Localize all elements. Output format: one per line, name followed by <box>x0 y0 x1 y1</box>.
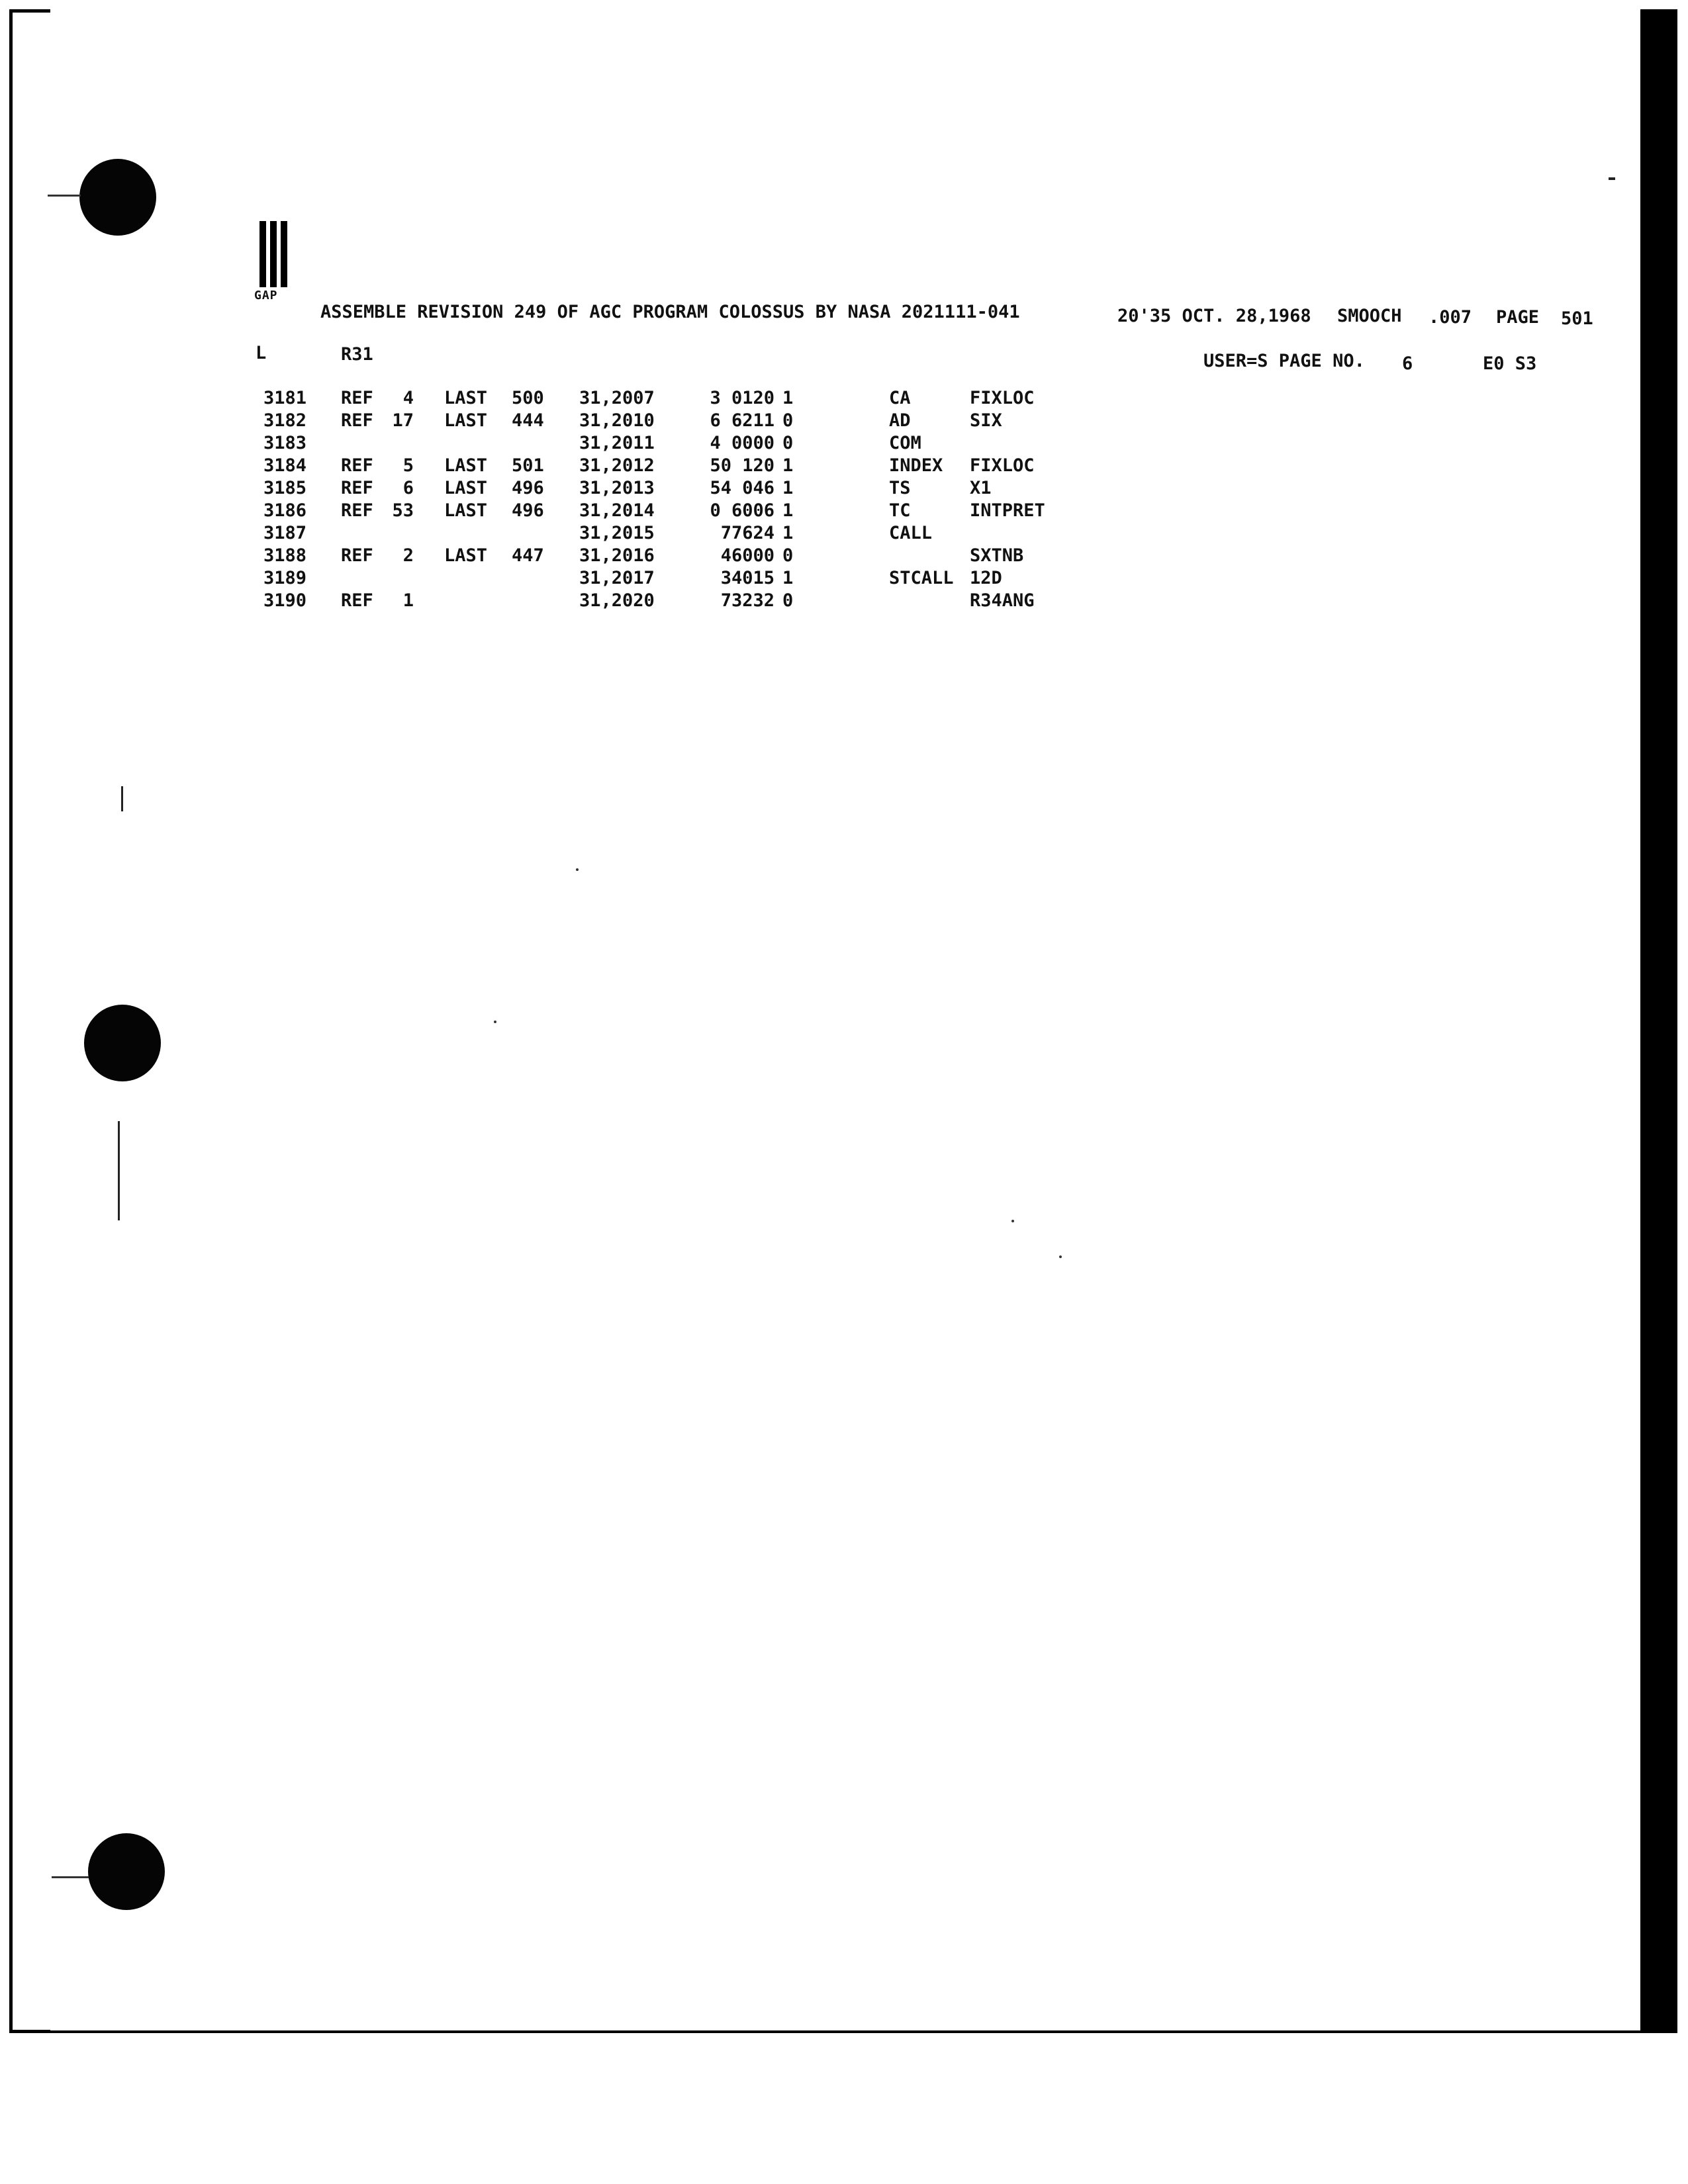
ref-label: REF <box>341 410 373 431</box>
operand: SXTNB <box>970 545 1024 566</box>
parity-bit: 1 <box>782 523 794 543</box>
paper-left-edge <box>9 9 50 2033</box>
octal-code: 46000 <box>720 545 774 566</box>
punch-hole-bottom <box>88 1833 165 1910</box>
last-label: LAST <box>444 500 488 521</box>
page-label: PAGE <box>1496 307 1540 328</box>
scan-bottom-border <box>9 2030 1677 2033</box>
operand: 12D <box>970 568 1002 588</box>
opcode: CA <box>889 388 911 408</box>
octal-code: 3 0120 <box>710 388 774 408</box>
ref-label: REF <box>341 388 373 408</box>
logo-text: GAP <box>254 289 278 302</box>
user-page-label: USER=S PAGE NO. <box>1203 351 1365 371</box>
punch-hole-middle <box>84 1005 161 1081</box>
scan-mark <box>118 1121 120 1220</box>
hole-guide-mark <box>48 195 81 197</box>
parity-bit: 1 <box>782 478 794 498</box>
ref-label: REF <box>341 545 373 566</box>
parity-bit: 1 <box>782 568 794 588</box>
operand: SIX <box>970 410 1002 431</box>
parity-bit: 1 <box>782 388 794 408</box>
operand: INTPRET <box>970 500 1045 521</box>
parity-bit: 0 <box>782 545 794 566</box>
last-label: LAST <box>444 545 488 566</box>
last-number: 496 <box>512 478 544 498</box>
last-label: LAST <box>444 388 488 408</box>
opcode: TC <box>889 500 911 521</box>
section-name: R31 <box>341 344 373 365</box>
operand: R34ANG <box>970 590 1035 611</box>
scan-mark <box>121 786 123 811</box>
ref-count: 2 <box>402 545 414 566</box>
line-number: 3190 <box>263 590 306 611</box>
parity-bit: 0 <box>782 433 794 453</box>
listing-flags: E0 S3 <box>1483 353 1537 374</box>
address: 31,2017 <box>579 568 655 588</box>
octal-code: 4 0000 <box>710 433 774 453</box>
last-label: LAST <box>444 410 488 431</box>
assembly-user: SMOOCH <box>1337 306 1402 326</box>
parity-bit: 0 <box>782 410 794 431</box>
opcode: AD <box>889 410 911 431</box>
ref-count: 6 <box>402 478 414 498</box>
assembly-datetime: 20'35 OCT. 28,1968 <box>1117 306 1311 326</box>
octal-code: 50 120 <box>710 455 774 476</box>
line-number: 3186 <box>263 500 306 521</box>
scan-right-border <box>1640 9 1677 2033</box>
scan-speck <box>1011 1220 1014 1222</box>
octal-code: 34015 <box>720 568 774 588</box>
octal-code: 6 6211 <box>710 410 774 431</box>
address: 31,2013 <box>579 478 655 498</box>
line-number: 3182 <box>263 410 306 431</box>
line-number: 3184 <box>263 455 306 476</box>
hole-guide-mark <box>52 1876 89 1878</box>
punch-hole-top <box>79 159 156 236</box>
parity-bit: 1 <box>782 500 794 521</box>
ref-label: REF <box>341 455 373 476</box>
operand: FIXLOC <box>970 455 1035 476</box>
opcode: INDEX <box>889 455 943 476</box>
address: 31,2015 <box>579 523 655 543</box>
page-number: 501 <box>1561 308 1593 329</box>
address: 31,2011 <box>579 433 655 453</box>
last-number: 447 <box>512 545 544 566</box>
scan-speck <box>494 1021 496 1023</box>
opcode: COM <box>889 433 921 453</box>
assembly-sequence: .007 <box>1429 307 1472 328</box>
ref-label: REF <box>341 478 373 498</box>
opcode: STCALL <box>889 568 954 588</box>
assembler-logo <box>254 221 301 304</box>
octal-code: 77624 <box>720 523 774 543</box>
parity-bit: 1 <box>782 455 794 476</box>
address: 31,2020 <box>579 590 655 611</box>
last-number: 496 <box>512 500 544 521</box>
line-number: 3181 <box>263 388 306 408</box>
line-number: 3188 <box>263 545 306 566</box>
ref-count: 1 <box>402 590 414 611</box>
scan-speck <box>1059 1255 1062 1258</box>
opcode: CALL <box>889 523 933 543</box>
address: 31,2007 <box>579 388 655 408</box>
ref-count: 5 <box>402 455 414 476</box>
user-page-number: 6 <box>1402 353 1413 374</box>
scan-mark <box>1609 177 1615 180</box>
address: 31,2014 <box>579 500 655 521</box>
listing-type-code: L <box>256 343 267 363</box>
octal-code: 73232 <box>720 590 774 611</box>
ref-label: REF <box>341 500 373 521</box>
line-number: 3185 <box>263 478 306 498</box>
address: 31,2016 <box>579 545 655 566</box>
operand: FIXLOC <box>970 388 1035 408</box>
ref-count: 4 <box>402 388 414 408</box>
last-number: 444 <box>512 410 544 431</box>
octal-code: 0 6006 <box>710 500 774 521</box>
last-number: 501 <box>512 455 544 476</box>
address: 31,2010 <box>579 410 655 431</box>
parity-bit: 0 <box>782 590 794 611</box>
line-number: 3189 <box>263 568 306 588</box>
octal-code: 54 046 <box>710 478 774 498</box>
ref-count: 17 <box>392 410 414 431</box>
assembly-title: ASSEMBLE REVISION 249 OF AGC PROGRAM COLOSSUS BY NASA 2021111-041 <box>320 302 1020 322</box>
last-label: LAST <box>444 455 488 476</box>
last-label: LAST <box>444 478 488 498</box>
scan-speck <box>576 868 579 871</box>
line-number: 3187 <box>263 523 306 543</box>
last-number: 500 <box>512 388 544 408</box>
operand: X1 <box>970 478 992 498</box>
ref-label: REF <box>341 590 373 611</box>
opcode: TS <box>889 478 911 498</box>
address: 31,2012 <box>579 455 655 476</box>
line-number: 3183 <box>263 433 306 453</box>
ref-count: 53 <box>392 500 414 521</box>
